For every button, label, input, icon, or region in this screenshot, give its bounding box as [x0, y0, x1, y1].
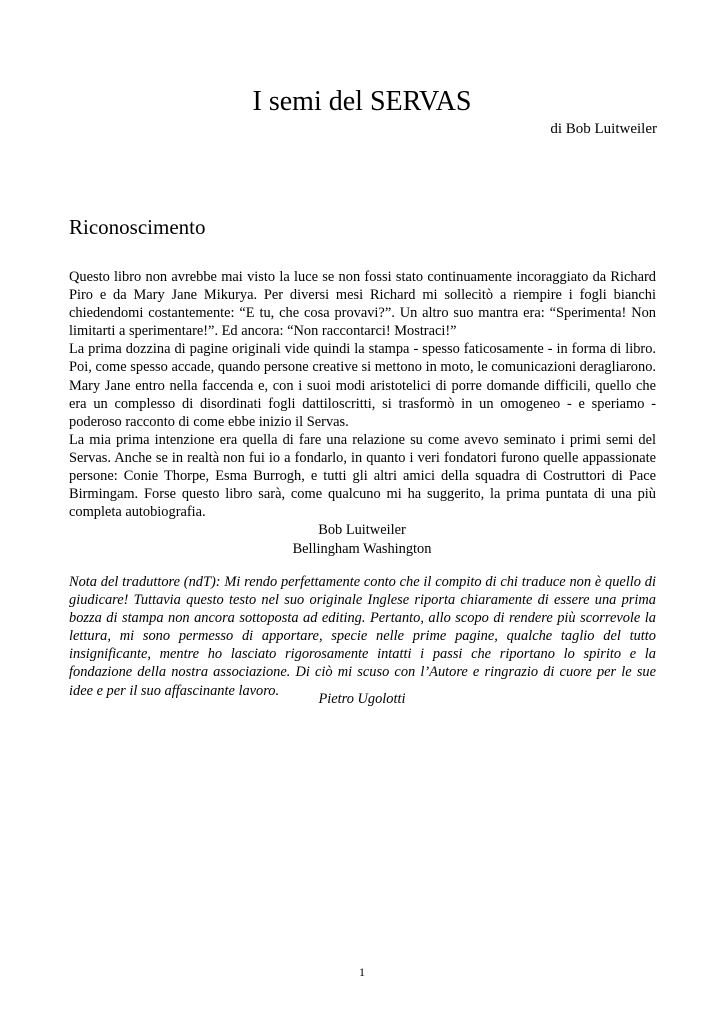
- translator-note: Nota del traduttore (ndT): Mi rendo perfettamente conto che il compito di chi traduce non è quello di giudicare! Tuttavia questo testo nel suo originale Inglese riporta chiaramente di essere una prima bozza di stampa non ancora sottoposta ad editing. Pertanto, allo scopo di rendere più scorrevole la lettura, mi sono permesso di apportare, specie nelle prime pagine, qualche taglio del tutto insignificante, mentre ho lasciato rigorosamente intatti i passi che riportano lo spirito e la fondazione della nostra associazione. Di ciò mi scuso con l’Autore e ringrazio di cuore per le sue idee e per il suo affascinante lavoro.: [69, 574, 656, 699]
- signature-name: Bob Luitweiler: [318, 522, 406, 538]
- signature-place: Bellingham Washington: [292, 540, 432, 557]
- paragraph: La mia prima intenzione era quella di fare una relazione su come avevo seminato i primi semi del Servas. Anche se in realtà non fui io a fondarlo, in quanto i veri fondatori furono quelle appassionate persone: Conie Thorpe, Esma Burrogh, e tutti gli altri amici della squadra di Costruttori di Pace Birmingam. Forse questo libro sarà, come qualcuno mi ha suggerito, la prima puntata di una più completa autobiografia.: [69, 431, 656, 521]
- section-heading: Riconoscimento: [69, 215, 206, 239]
- signature-block: [0, 521, 724, 558]
- acknowledgement-text: [69, 268, 656, 521]
- document-title: I semi del SERVAS: [252, 86, 472, 117]
- page-number: 1: [359, 965, 365, 979]
- paragraph: Questo libro non avrebbe mai visto la luce se non fossi stato continuamente incoraggiato da Richard Piro e da Mary Jane Mikurya. Per diversi mesi Richard mi sollecitò a riempire i fogli bianchi chiedendomi costantemente: “E tu, che cosa provavi?”. Un altro suo mantra era: “Sperimenta! Non limitarti a sperimentare!”. Ed ancora: “Non raccontarci! Mostraci!”: [69, 269, 656, 340]
- author-byline: di Bob Luitweiler: [550, 121, 657, 137]
- paragraph: La prima dozzina di pagine originali vide quindi la stampa - spesso faticosamente - in forma di libro. Poi, come spesso accade, quando persone creative si mettono in moto, le comunicazioni deragliarono. Mary Jane entro nella faccenda e, con i suoi modi aristotelici di porre domande difficili, quello che era un complesso di disordinati fogli dattiloscritti, si trasformò in un omogeneo - e speriamo - poderoso racconto di come ebbe inizio il Servas.: [69, 341, 656, 430]
- translator-name: Pietro Ugolotti: [318, 691, 406, 707]
